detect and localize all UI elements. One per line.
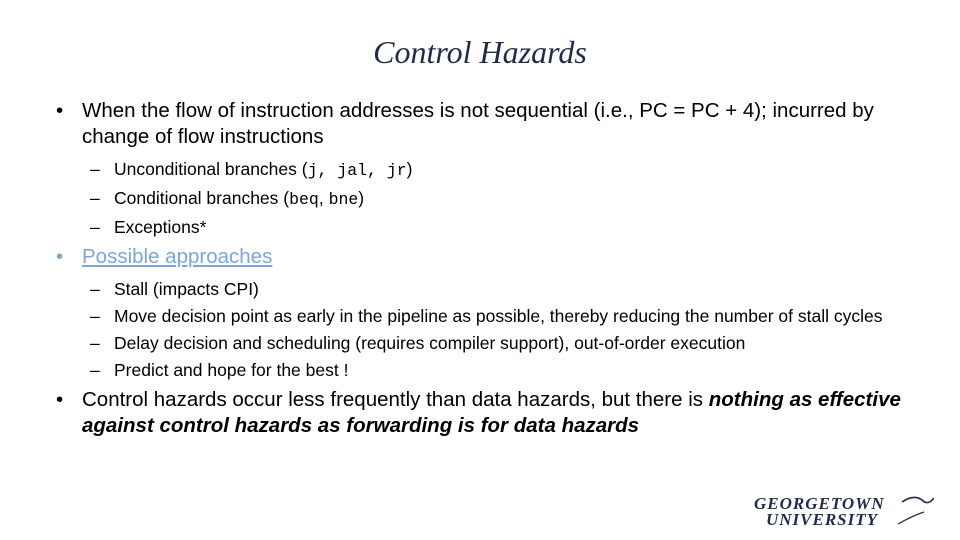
logo-line-1: GEORGETOWN (754, 494, 885, 513)
sub-bullet-item (56, 278, 926, 300)
dash-marker: – (90, 333, 100, 353)
sub-bullet-text: Predict and hope for the best ! (114, 360, 349, 380)
bullet-marker: • (56, 245, 64, 268)
dash-marker: – (90, 217, 100, 237)
bullet-item-link[interactable] (56, 244, 926, 270)
sub-bullet-item (56, 216, 926, 238)
sub-bullet-text: Unconditional branches ( (114, 159, 308, 179)
sub-bullet-text-end: ) (406, 159, 413, 179)
sub-bullet-text: Move decision point as early in the pipeline as possible, thereby reducing the number of stall cycles (114, 306, 883, 326)
bullet-marker: • (56, 388, 64, 411)
sub-bullet-item (56, 187, 926, 211)
slide-title: Control Hazards (373, 34, 587, 70)
sub-bullet-text: Conditional branches ( (114, 188, 290, 208)
slide-content (56, 98, 926, 447)
separator-text: , (318, 188, 329, 208)
sub-bullet-item (56, 158, 926, 182)
bullet-text: When the flow of instruction addresses is not sequential (i.e., PC = PC + 4); incurred by change of flow instructions (82, 99, 874, 148)
logo-line-2: UNIVERSITY (766, 510, 879, 529)
georgetown-university-logo (752, 494, 934, 528)
dash-marker: – (90, 306, 100, 326)
dash-marker: – (90, 279, 100, 299)
code-text: bne (328, 190, 359, 209)
sub-bullet-text: Stall (impacts CPI) (114, 279, 259, 299)
code-text: j, jal, jr (307, 161, 407, 180)
bullet-marker: • (56, 99, 64, 122)
bullet-item (56, 98, 926, 150)
sub-bullet-item (56, 359, 926, 381)
dash-marker: – (90, 188, 100, 208)
sub-bullet-item (56, 305, 926, 327)
code-text: beq (289, 190, 319, 209)
bullet-text: Control hazards occur less frequently than data hazards, but there is (82, 388, 709, 411)
dash-marker: – (90, 360, 100, 380)
possible-approaches-link[interactable]: Possible approaches (82, 245, 273, 268)
sub-bullet-item (56, 332, 926, 354)
bullet-item (56, 387, 926, 439)
dash-marker: – (90, 159, 100, 179)
emphasis-text: nothing as effective against control hazards as forwarding is for data hazards (82, 388, 901, 437)
sub-bullet-text-end: ) (358, 188, 365, 208)
sub-bullet-text: Delay decision and scheduling (requires compiler support), out-of-order execution (114, 333, 746, 353)
sub-bullet-text: Exceptions* (114, 217, 207, 237)
